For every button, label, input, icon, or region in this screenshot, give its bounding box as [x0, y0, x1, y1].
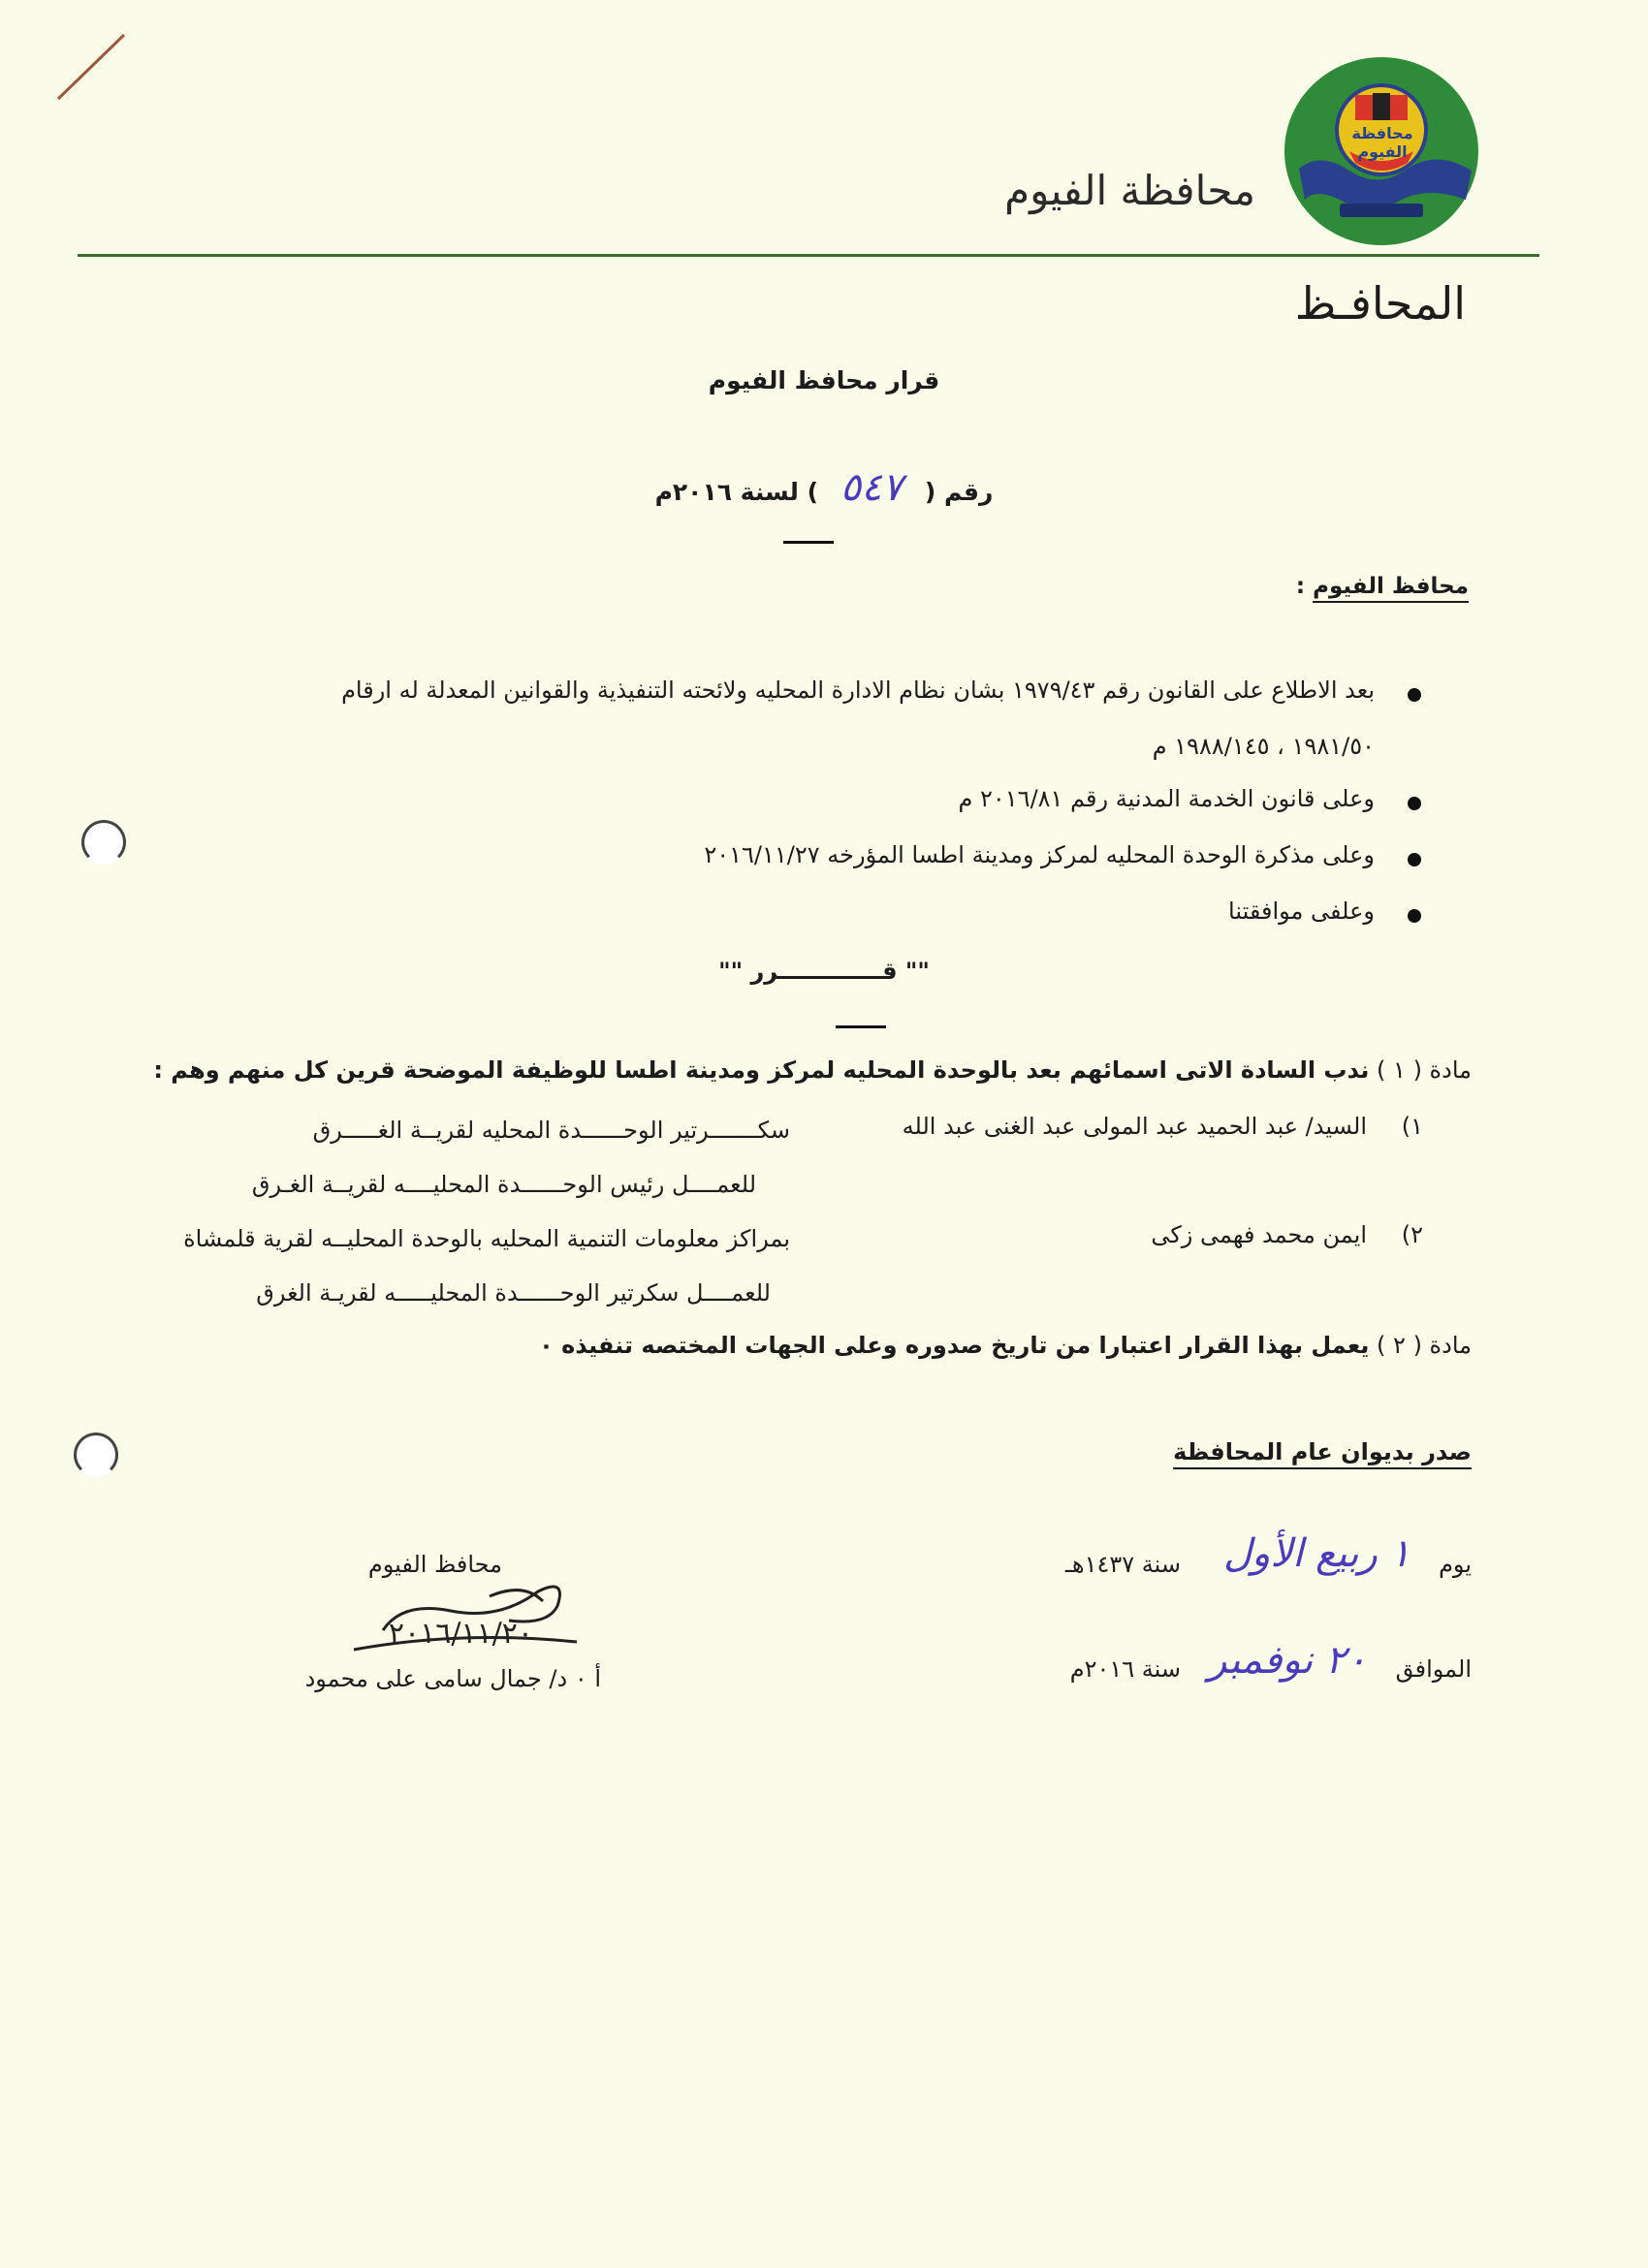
pencil-mark — [50, 29, 138, 107]
signature-name: أ ٠ د/ جمال سامى على محمود — [304, 1665, 601, 1692]
decision-title: قرار محافظ الفيوم — [708, 366, 940, 394]
signature-handwritten-date: ٢٠١٦/١١/٢٠ — [388, 1617, 533, 1651]
bullet — [1408, 853, 1421, 866]
issuer-label — [1296, 574, 1469, 599]
preamble-line: وعلى مذكرة الوحدة المحليه لمركز ومدينة اطسا المؤرخه ٢٠١٦/١١/٢٧ — [704, 841, 1375, 868]
governorate-logo — [1282, 54, 1481, 248]
preamble-line: وعلفى موافقتنا — [1228, 898, 1375, 925]
issuer-colon: : — [1295, 574, 1306, 599]
corresponding-label: الموافق — [1395, 1655, 1472, 1683]
issuer-name: محافظ الفيوم — [1313, 574, 1469, 599]
punch-hole — [81, 820, 126, 865]
person-name: السيد/ عبد الحميد عبد المولى عبد الغنى عبد الله — [902, 1113, 1367, 1140]
person-index: ٢) — [1401, 1221, 1423, 1248]
article-2-text: يعمل بهذا القرار اعتبارا من تاريخ صدوره وعلى الجهات المختصه تنفيذه ٠ — [539, 1332, 1370, 1359]
decision-number-handwritten: ٥٤٧ — [840, 465, 903, 510]
person-index: ١) — [1401, 1113, 1423, 1140]
gregorian-year: سنة ٢٠١٦م — [1069, 1655, 1181, 1683]
number-prefix: رقم ( — [924, 478, 994, 506]
article-1 — [114, 1056, 1472, 1084]
person-from-position: بمراكز معلومات التنمية المحليه بالوحدة المحليــه لقرية قلمشاة — [183, 1225, 790, 1252]
person-to-position: للعمــــل رئيس الوحــــــدة المحليــــه لقريــة الغـرق — [251, 1171, 756, 1198]
article-1-text: ندب السادة الاتى اسمائهم بعد بالوحدة المحليه لمركز ومدينة اطسا للوظيفة الموضحة قرين كل منهم وهم : — [153, 1056, 1370, 1084]
person-name: ايمن محمد فهمى زكى — [1151, 1221, 1367, 1248]
bullet — [1408, 688, 1421, 702]
preamble-line: ١٩٨١/٥٠ ، ١٩٨٨/١٤٥ م — [1152, 733, 1375, 760]
article-1-label: مادة ( ١ ) — [1377, 1056, 1472, 1084]
person-from-position: سكـــــــرتير الوحــــــدة المحليه لقريــة الغـــــرق — [312, 1117, 790, 1144]
person-to-position: للعمــــل سكرتير الوحــــــدة المحليـــــه لقريـة الغرق — [256, 1279, 771, 1307]
decision-number-line — [0, 465, 1648, 510]
issued-heading: صدر بديوان عام المحافظة — [1173, 1438, 1472, 1465]
decides-heading: "" قـــــــــــــرر "" — [718, 958, 930, 985]
governorate-name: محافظة الفيوم — [1004, 167, 1255, 214]
bullet — [1408, 909, 1421, 923]
article-2 — [114, 1332, 1472, 1359]
number-suffix: ) لسنة ٢٠١٦م — [654, 478, 818, 506]
logo-text: محافظة الفيوم — [1351, 124, 1413, 161]
day-handwritten: ١ ربيع الأول — [1222, 1531, 1410, 1576]
separator-dash — [836, 1025, 886, 1028]
signature-title: محافظ الفيوم — [367, 1551, 502, 1578]
office-title: المحافـظ — [1294, 277, 1466, 330]
article-2-label: مادة ( ٢ ) — [1377, 1332, 1472, 1359]
hijri-year: سنة ١٤٣٧هـ — [1064, 1551, 1181, 1578]
header-rule — [78, 254, 1539, 257]
separator-dash — [783, 541, 834, 544]
date-handwritten: ٢٠ نوفمبر — [1208, 1638, 1367, 1683]
preamble-line: بعد الاطلاع على القانون رقم ١٩٧٩/٤٣ بشان نظام الادارة المحليه ولائحته التنفيذية والقوانين المعدلة له ارقام — [341, 677, 1375, 704]
bullet — [1408, 797, 1421, 810]
preamble-line: وعلى قانون الخدمة المدنية رقم ٢٠١٦/٨١ م — [958, 785, 1375, 812]
day-label: يوم — [1439, 1551, 1472, 1578]
punch-hole — [74, 1433, 118, 1477]
